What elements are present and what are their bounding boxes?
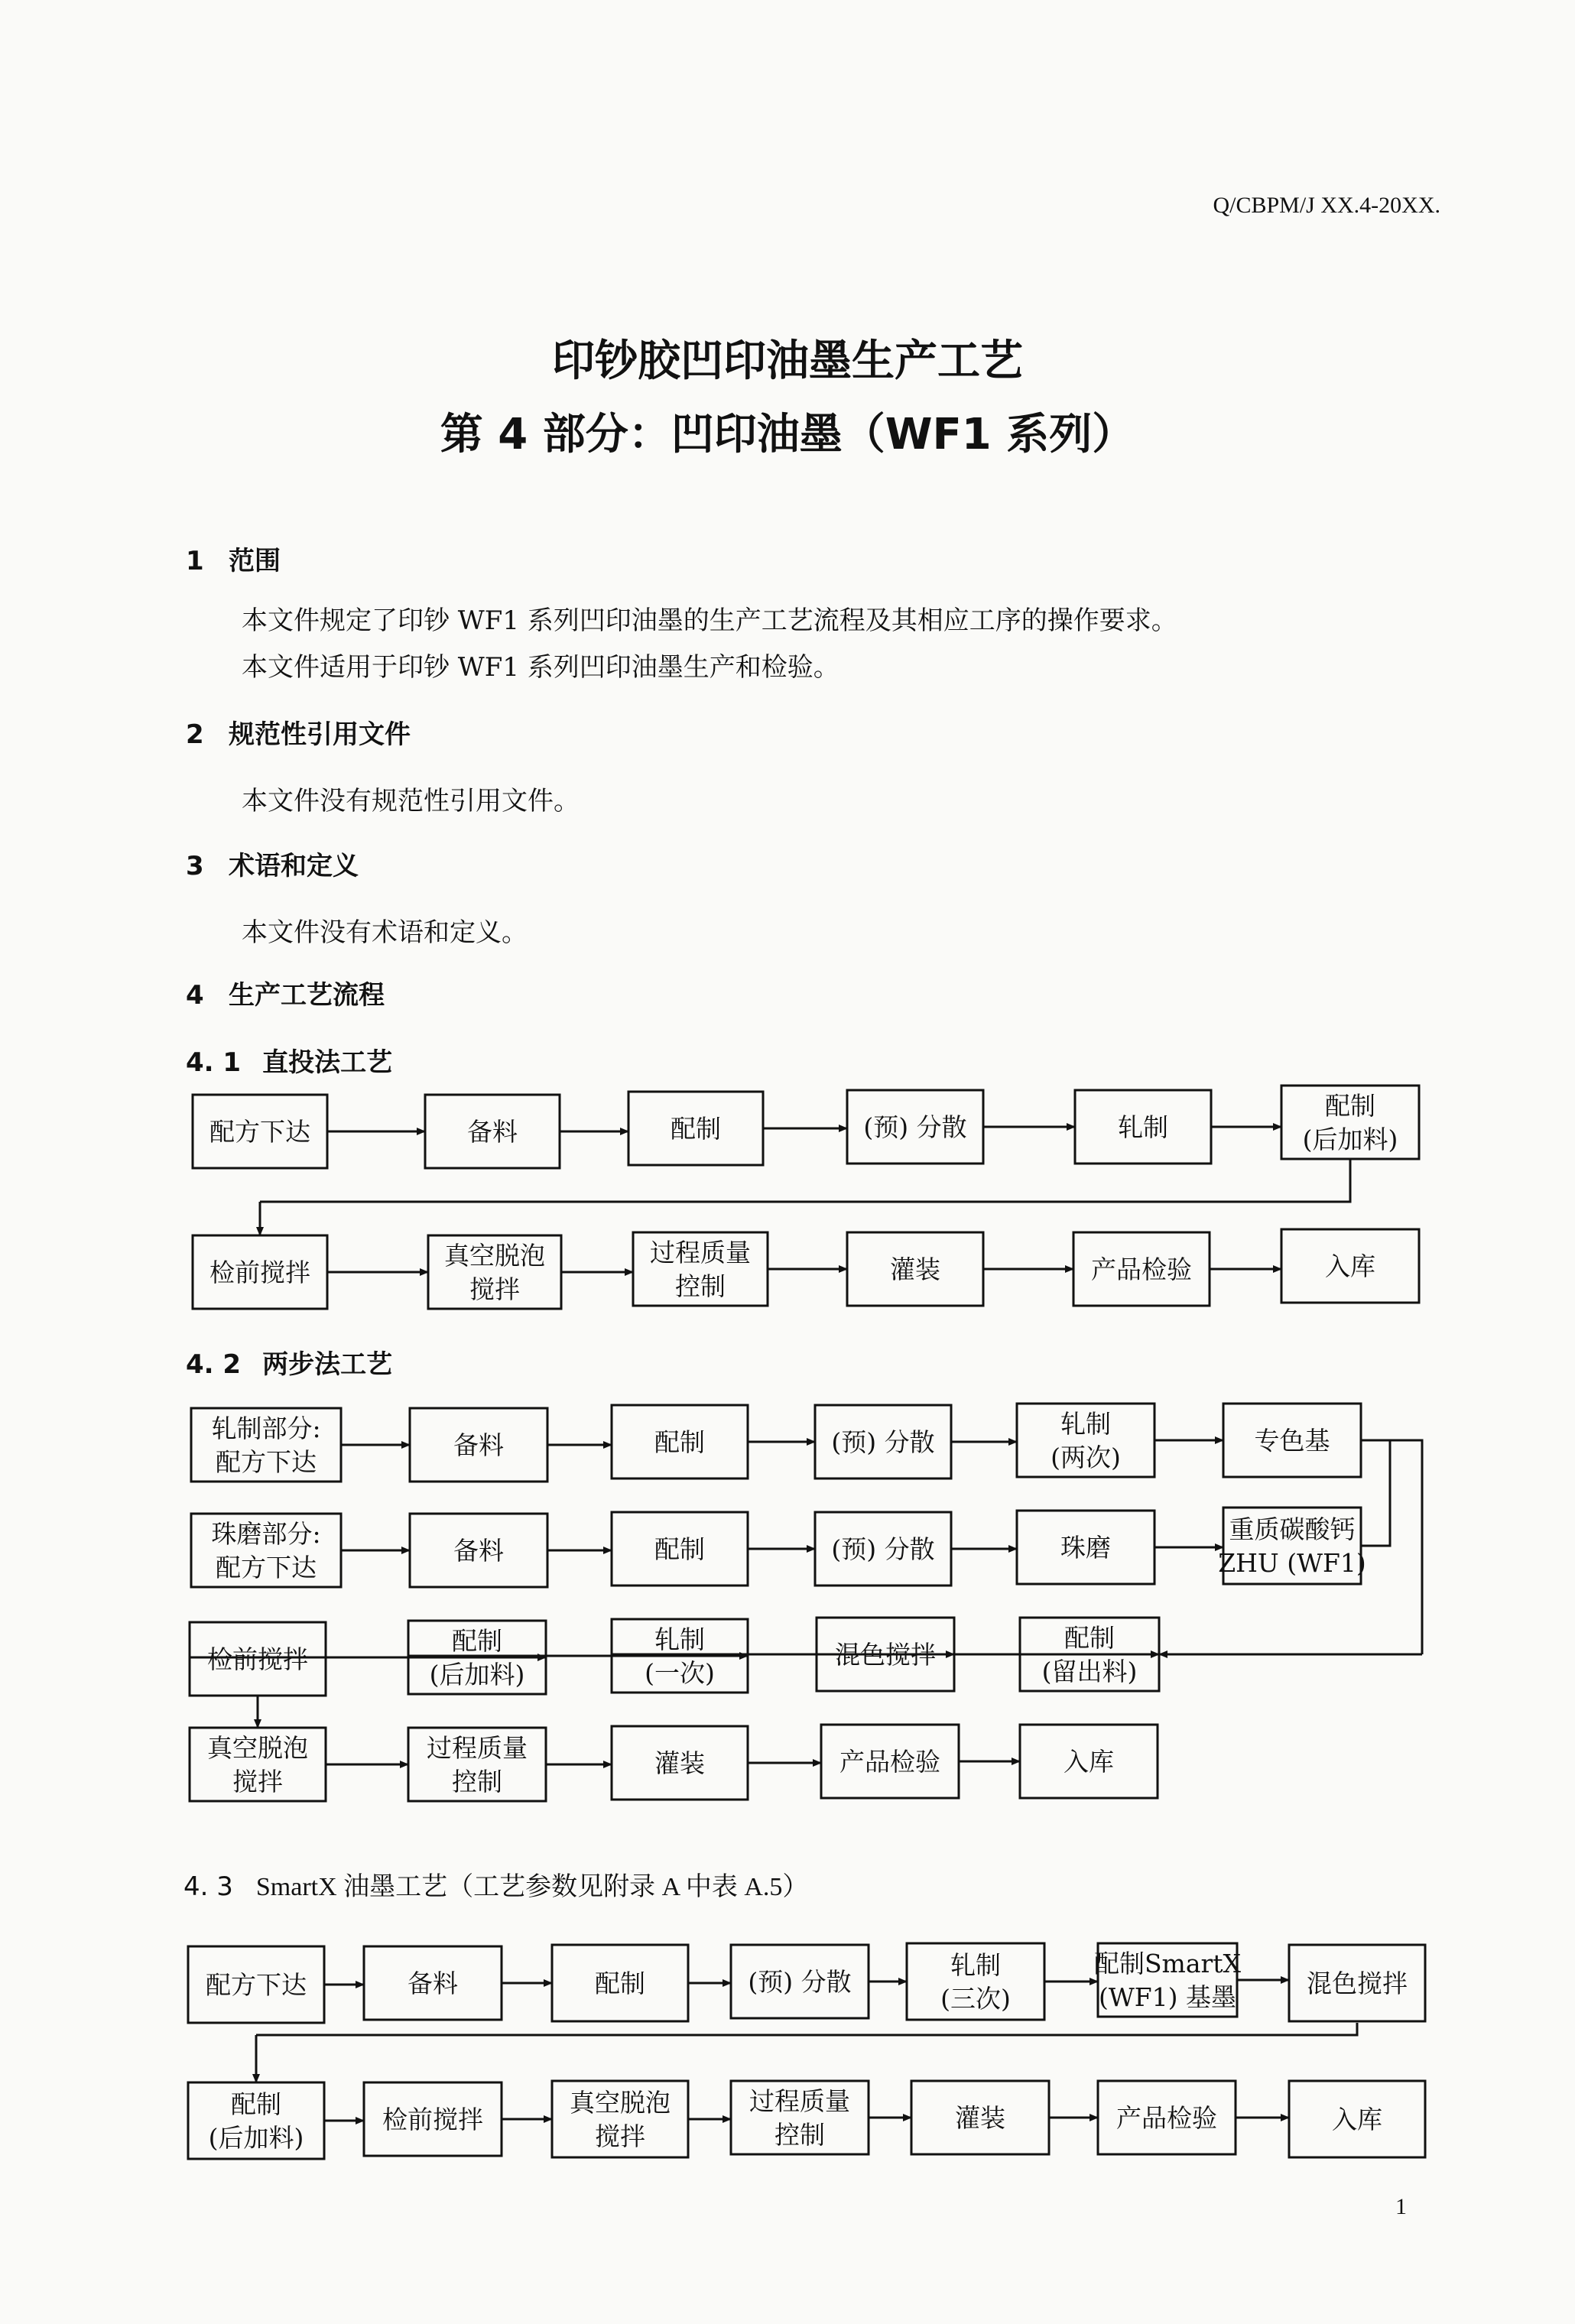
process-step-label: 配方下达 xyxy=(206,1970,307,2000)
flow-connector xyxy=(1390,1440,1422,1654)
section-number: 4. 2 xyxy=(186,1349,242,1380)
section-number: 4. 1 xyxy=(186,1047,242,1078)
process-step-label: 控制 xyxy=(775,2120,825,2150)
process-step-label: 灌装 xyxy=(654,1748,705,1778)
process-step-label: 轧制部分: xyxy=(211,1414,321,1443)
process-step-box xyxy=(410,1408,547,1482)
flowchart-4-1 xyxy=(193,1086,1419,1309)
process-step-box xyxy=(1218,1508,1366,1584)
process-step-label: 入库 xyxy=(1325,1251,1375,1281)
process-step-box xyxy=(552,1945,688,2021)
process-step-label: 配制 xyxy=(654,1534,705,1564)
section-2-paragraph: 本文件没有规范性引用文件。 xyxy=(242,786,580,816)
process-step-label: 真空脱泡 xyxy=(444,1241,545,1271)
process-step-box xyxy=(731,2081,869,2154)
process-step-label: 珠磨 xyxy=(1060,1533,1111,1563)
section-number: 4. 3 xyxy=(183,1871,233,1902)
process-step-label: 配制 xyxy=(452,1626,502,1656)
process-step-label: 配制 xyxy=(654,1427,705,1457)
process-step-label: 备料 xyxy=(408,1969,458,1998)
process-step-box xyxy=(552,2081,688,2157)
process-step-label: (预) 分散 xyxy=(863,1112,967,1142)
process-step-label: 过程质量 xyxy=(749,2086,850,2116)
process-step-label: (一次) xyxy=(645,1658,715,1688)
process-step-label: ZHU (WF1) xyxy=(1218,1548,1366,1578)
section-title: 生产工艺流程 xyxy=(229,980,385,1011)
process-step-label: 备料 xyxy=(453,1430,504,1460)
section-1-paragraph-2: 本文件适用于印钞 WF1 系列凹印油墨生产和检验。 xyxy=(242,652,839,683)
process-step-label: 搅拌 xyxy=(595,2121,645,2151)
process-step-box xyxy=(191,1514,341,1587)
process-step-box xyxy=(815,1405,951,1478)
process-step-label: 搅拌 xyxy=(469,1274,520,1304)
process-step-box xyxy=(190,1622,326,1696)
process-step-label: 配制 xyxy=(231,2089,281,2119)
process-step-label: 轧制 xyxy=(1118,1112,1168,1142)
process-step-box xyxy=(731,1945,869,2018)
process-step-box xyxy=(1094,1943,1242,2017)
process-step-label: 配方下达 xyxy=(209,1117,310,1147)
section-3-paragraph: 本文件没有术语和定义。 xyxy=(242,917,528,948)
process-step-label: 配制 xyxy=(671,1114,721,1144)
process-step-label: 配制 xyxy=(1064,1623,1115,1653)
process-step-label: 专色基 xyxy=(1254,1426,1330,1456)
process-step-label: (三次) xyxy=(940,1984,1011,2014)
document-title: 印钞胶凹印油墨生产工艺 xyxy=(552,336,1023,386)
process-step-label: 过程质量 xyxy=(427,1733,528,1763)
process-step-label: 灌装 xyxy=(955,2103,1005,2133)
flowchart-4-2 xyxy=(190,1404,1422,1801)
process-step-box xyxy=(847,1090,983,1164)
process-step-box xyxy=(188,2082,324,2159)
flow-connector xyxy=(260,1159,1350,1202)
process-step-box xyxy=(821,1725,959,1798)
process-step-label: 配方下达 xyxy=(216,1447,317,1477)
process-step-label: 配制SmartX xyxy=(1093,1949,1242,1978)
process-step-box xyxy=(425,1095,560,1168)
process-step-label: 真空脱泡 xyxy=(570,2088,671,2118)
section-title: 范围 xyxy=(229,546,281,576)
process-step-box xyxy=(815,1512,951,1586)
process-step-label: 产品检验 xyxy=(1091,1255,1192,1284)
section-title: 直投法工艺 xyxy=(262,1047,393,1078)
process-step-box xyxy=(1223,1404,1361,1477)
process-step-label: 入库 xyxy=(1332,2105,1382,2134)
process-step-label: 混色搅拌 xyxy=(835,1640,936,1670)
process-step-label: 检前搅拌 xyxy=(207,1644,308,1674)
process-step-box xyxy=(1020,1725,1158,1798)
process-step-label: (两次) xyxy=(1051,1443,1121,1472)
process-step-label: (后加料) xyxy=(1302,1125,1398,1154)
process-step-box xyxy=(633,1232,768,1306)
process-step-label: 产品检验 xyxy=(839,1747,940,1777)
process-step-label: 控制 xyxy=(452,1767,502,1797)
process-step-label: (预) 分散 xyxy=(748,1967,852,1997)
process-step-label: 配制 xyxy=(595,1969,645,1998)
process-step-label: 过程质量 xyxy=(650,1238,751,1267)
section-1-paragraph-1: 本文件规定了印钞 WF1 系列凹印油墨的生产工艺流程及其相应工序的操作要求。 xyxy=(242,605,1177,636)
process-step-label: 备料 xyxy=(453,1536,504,1566)
section-number: 4 xyxy=(186,980,204,1011)
flow-connector xyxy=(1361,1440,1390,1546)
process-step-box xyxy=(1289,1945,1425,2021)
process-step-box xyxy=(1281,1086,1419,1159)
section-number: 1 xyxy=(186,546,204,576)
process-step-box xyxy=(1017,1404,1154,1477)
process-step-label: 检前搅拌 xyxy=(382,2105,483,2134)
process-step-box xyxy=(1017,1511,1154,1584)
process-step-label: (预) 分散 xyxy=(831,1534,935,1564)
section-number: 3 xyxy=(186,851,204,881)
process-step-label: 备料 xyxy=(467,1117,518,1147)
process-step-label: (预) 分散 xyxy=(831,1427,935,1457)
section-title: 术语和定义 xyxy=(229,851,359,881)
process-step-box xyxy=(410,1514,547,1587)
process-step-box xyxy=(1289,2081,1425,2157)
document-subtitle: 第 4 部分：凹印油墨（WF1 系列） xyxy=(440,410,1135,459)
process-step-label: 搅拌 xyxy=(232,1767,283,1797)
process-step-label: 轧制 xyxy=(654,1625,705,1654)
process-step-box xyxy=(847,1232,983,1306)
process-step-label: 控制 xyxy=(675,1271,726,1301)
process-step-label: (WF1) 基墨 xyxy=(1098,1982,1237,2012)
process-step-box xyxy=(1075,1090,1211,1164)
page-number: 1 xyxy=(1395,2194,1407,2219)
process-step-box xyxy=(1098,2081,1236,2154)
process-step-label: 混色搅拌 xyxy=(1307,1969,1408,1998)
process-step-box xyxy=(907,1943,1044,2020)
process-step-box xyxy=(408,1728,546,1801)
process-step-label: 配方下达 xyxy=(216,1553,317,1582)
process-step-box xyxy=(612,1405,748,1478)
section-title: 两步法工艺 xyxy=(262,1349,393,1380)
process-step-box xyxy=(364,1946,502,2020)
process-step-box xyxy=(628,1092,763,1165)
process-step-box xyxy=(191,1408,341,1482)
section-title: 规范性引用文件 xyxy=(229,719,411,750)
flowchart-4-3 xyxy=(188,1943,1425,2159)
process-step-box xyxy=(188,1946,324,2023)
process-step-label: 轧制 xyxy=(950,1950,1001,1980)
process-step-box xyxy=(1073,1232,1210,1306)
process-step-label: 配制 xyxy=(1325,1091,1375,1121)
process-step-box xyxy=(364,2082,502,2156)
process-step-label: 轧制 xyxy=(1060,1409,1111,1439)
process-step-label: 入库 xyxy=(1064,1747,1114,1777)
process-step-label: 真空脱泡 xyxy=(207,1733,308,1763)
process-step-label: 灌装 xyxy=(890,1255,940,1284)
process-step-box xyxy=(428,1235,561,1309)
process-step-label: 产品检验 xyxy=(1116,2103,1217,2133)
process-step-label: (后加料) xyxy=(208,2123,304,2153)
section-number: 2 xyxy=(186,719,204,750)
flow-connector xyxy=(256,2023,1357,2035)
process-step-box xyxy=(612,1512,748,1586)
process-step-label: 重质碳酸钙 xyxy=(1229,1514,1356,1544)
process-step-label: 检前搅拌 xyxy=(209,1258,310,1287)
process-step-label: 珠磨部分: xyxy=(211,1519,321,1549)
process-step-label: (后加料) xyxy=(429,1660,525,1689)
process-step-box xyxy=(612,1726,748,1800)
process-step-box xyxy=(193,1095,327,1168)
process-step-box xyxy=(911,2081,1049,2154)
document-id: Q/CBPM/J XX.4-20XX. xyxy=(1213,193,1440,218)
process-step-box xyxy=(193,1235,327,1309)
process-step-label: (留出料) xyxy=(1041,1657,1138,1686)
section-title: SmartX 油墨工艺（工艺参数见附录 A 中表 A.5） xyxy=(255,1873,809,1901)
process-step-box xyxy=(190,1728,326,1801)
process-step-box xyxy=(1281,1229,1419,1303)
